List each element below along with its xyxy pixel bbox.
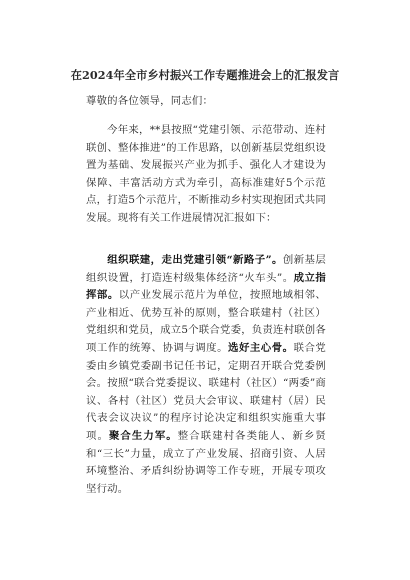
section-heading: 组织联建，走出党建引领“新路子”。 <box>107 254 283 266</box>
section-sentence: 整合联建村各类能人、新乡贤和“三长”力量，成立了产业发展、招商引资、人居环境整治、矛盾纠纷协调等工作专班，开展专项攻坚行动。 <box>86 429 327 495</box>
intro-paragraph <box>86 122 326 228</box>
intro-paragraph-text: 今年来，**县按照“党建引领、示范带动、连村联创、整体推进”的工作思路，以创新基层党组织设置为基础、发展振兴产业为抓手、强化人才建设为保障、丰富活动方式为牵引，高标准建好5个示范点，打造5个示范片，不断推动乡村实现抱团式共同发展。现将有关工作进展情况汇报如下： <box>86 124 326 224</box>
section-paragraph <box>86 252 326 498</box>
section-sentence: 联合党委由乡镇党委副书记任书记，定期召开联合党委例会。按照“联合党委提议、联建村（社区）“两委”商议、各村（社区）党员大会审议、联建村（居）民代表会议决议”的程序讨论决定和组织实施重大事项。 <box>86 341 326 442</box>
document-title: 在2024年全市乡村振兴工作专题推进会上的汇报发言 <box>70 68 340 82</box>
section-sentence: 以产业发展示范片为单位，按照地域相邻、产业相近、优势互补的原则，整合联建村（社区）党组织和党员，成立5个联合党委，负责连村联创各项工作的统筹、协调与调度。 <box>86 289 326 354</box>
greeting-line: 尊敬的各位领导，同志们： <box>86 95 214 107</box>
subheading-command-post: 成立指挥部。 <box>86 271 326 302</box>
section-sentence: 创新基层组织设置，打造连村级集体经济“火车头”。 <box>86 254 326 284</box>
subheading-force: 聚合生力军。 <box>108 429 178 442</box>
subheading-backbone: 选好主心骨。 <box>228 341 294 354</box>
